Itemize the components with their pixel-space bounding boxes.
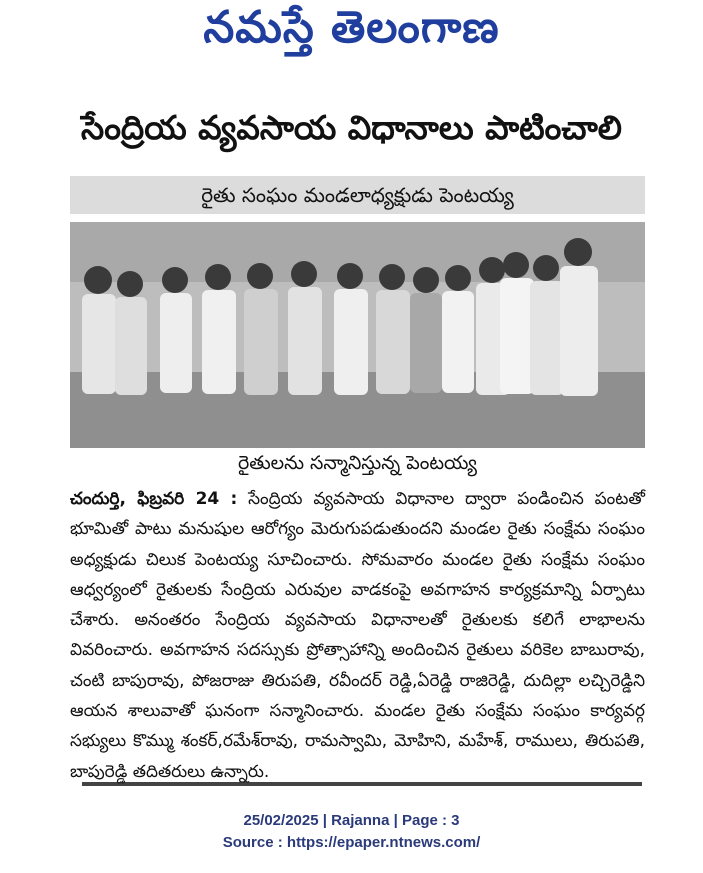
article-subheadline: రైతు సంఘం మండలాధ్యక్షుడు పెంటయ్య — [70, 176, 645, 214]
photo-illustration — [70, 222, 645, 448]
page-footer — [0, 810, 703, 854]
newspaper-masthead: నమస్తే తెలంగాణ — [203, 2, 500, 53]
photo-caption: రైతులను సన్మానిస్తున్న పెంటయ్య — [238, 452, 477, 474]
article-text: సేంద్రియ వ్యవసాయ విధానాల ద్వారా పండించిన పంటతో భూమితో పాటు మనుషుల ఆరోగ్యం మెరుగుపడుతుందని మండల రైతు సంక్షేమ సంఘం అధ్యక్షుడు చిలుక పెంటయ్య సూచించారు. సోమవారం మండల రైతు సంక్షేమ సంఘం ఆధ్వర్యంలో రైతులకు సేంద్రియ ఎరువుల వాడకంపై అవగాహన కార్యక్రమాన్ని ఏర్పాటు చేశారు. అనంతరం సేంద్రియ వ్యవసాయ విధానాలతో రైతులకు కలిగే లాభాలను వివరించారు. అవగాహన సదస్సుకు ప్రోత్సాహాన్ని అందించిన రైతులు వరికెల బాబురావు, చంటి బాపురావు, పోజరాజు తిరుపతి, రవీందర్ రెడ్డి,ఏరెడ్డి రాజిరెడ్డి, దుదిల్లా లచ్చిరెడ్డిని ఆయన శాలువాతో ఘనంగా సన్మానించారు. మండల రైతు సంక్షేమ సంఘం కార్యవర్గ సభ్యులు కొమ్ము శంకర్,రమేశ్‌రావు, రామస్వామి, మోహిని, మహేశ్, రాములు, తిరుపతి, బాపురెడ్డి తదితరులు ఉన్నారు. — [70, 489, 646, 782]
cut-off-next-article — [70, 778, 645, 790]
article-dateline: చందుర్తి, ఫిబ్రవరి 24 : — [70, 489, 238, 509]
article-body — [70, 484, 645, 787]
footer-edition-line: 25/02/2025 | Rajanna | Page : 3 — [243, 812, 460, 829]
article-headline: సేంద్రియ వ్యవసాయ విధానాలు పాటించాలి — [81, 108, 622, 147]
footer-source-line: Source : https://epaper.ntnews.com/ — [222, 834, 481, 851]
group-photo-image — [70, 222, 645, 448]
